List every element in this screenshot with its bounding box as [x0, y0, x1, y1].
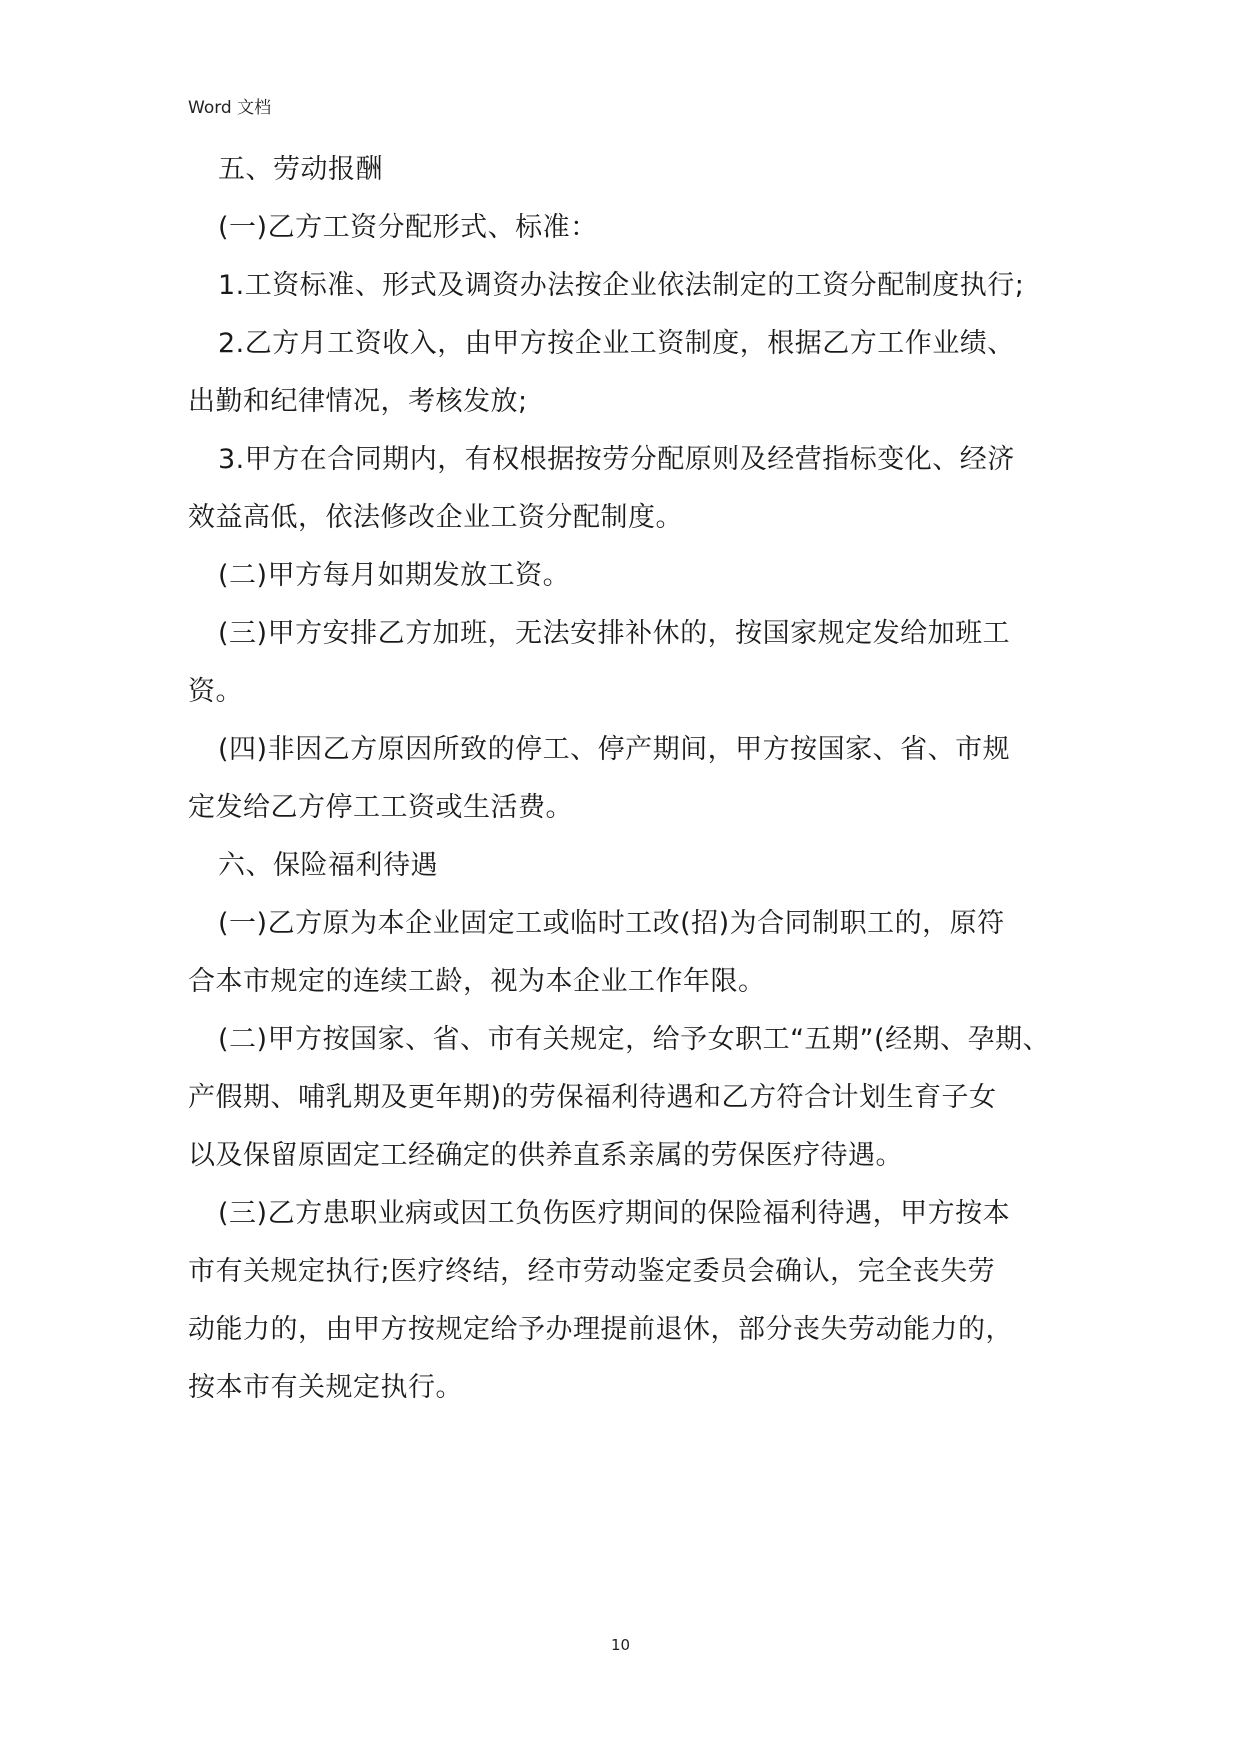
paragraph-line: 以及保留原固定工经确定的供养直系亲属的劳保医疗待遇。	[188, 1140, 903, 1171]
paragraph-line: (三)乙方患职业病或因工负伤医疗期间的保险福利待遇，甲方按本	[218, 1198, 1011, 1229]
paragraph-line: (一)乙方原为本企业固定工或临时工改(招)为合同制职工的，原符	[218, 908, 1005, 939]
section-heading: 五、劳动报酬	[218, 154, 383, 185]
paragraph-line: 出勤和纪律情况，考核发放;	[188, 386, 528, 417]
paragraph-line: (四)非因乙方原因所致的停工、停产期间，甲方按国家、省、市规	[218, 734, 1011, 765]
paragraph-line: (二)甲方按国家、省、市有关规定，给予女职工“五期”(经期、孕期、	[218, 1024, 1051, 1055]
paragraph-line: 1.工资标准、形式及调资办法按企业依法制定的工资分配制度执行;	[218, 270, 1025, 301]
paragraph-line: 2.乙方月工资收入，由甲方按企业工资制度，根据乙方工作业绩、	[218, 328, 1015, 359]
paragraph-line: (一)乙方工资分配形式、标准：	[218, 212, 598, 243]
document-header: Word 文档	[188, 98, 272, 118]
paragraph-line: 效益高低，依法修改企业工资分配制度。	[188, 502, 683, 533]
paragraph-line: (三)甲方安排乙方加班，无法安排补休的，按国家规定发给加班工	[218, 618, 1011, 649]
paragraph-line: 市有关规定执行;医疗终结，经市劳动鉴定委员会确认，完全丧失劳	[188, 1256, 996, 1287]
paragraph-line: 合本市规定的连续工龄，视为本企业工作年限。	[188, 966, 766, 997]
paragraph-line: 定发给乙方停工工资或生活费。	[188, 792, 573, 823]
page-number: 10	[610, 1636, 631, 1654]
paragraph-line: 产假期、哺乳期及更年期)的劳保福利待遇和乙方符合计划生育子女	[188, 1082, 997, 1113]
paragraph-line: 3.甲方在合同期内，有权根据按劳分配原则及经营指标变化、经济	[218, 444, 1015, 475]
paragraph-line: 按本市有关规定执行。	[188, 1372, 463, 1403]
paragraph-line: 资。	[188, 676, 243, 707]
section-heading: 六、保险福利待遇	[218, 850, 438, 881]
paragraph-line: (二)甲方每月如期发放工资。	[218, 560, 571, 591]
paragraph-line: 动能力的，由甲方按规定给予办理提前退休，部分丧失劳动能力的，	[188, 1314, 1013, 1345]
